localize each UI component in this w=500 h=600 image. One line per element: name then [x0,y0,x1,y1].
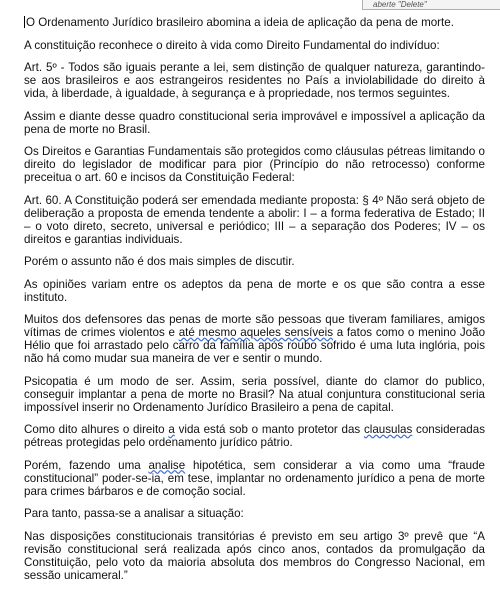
paragraph-2[interactable]: A constituição reconhece o direito à vida como Direito Fundamental do indivíduo: [24,38,440,52]
paragraph-4[interactable]: Assim e diante desse quadro constitucional seria improvável e impossível a aplicação da pena de morte no Brasil. [24,109,485,136]
paragraph-11[interactable]: Como dito alhures o direito a vida está sob o manto protetor das clausulas consideradas pétreas protegidas pelo ordenamento jurídico pátrio. [24,423,485,449]
spellcheck-flag[interactable]: clausulas [363,423,413,436]
paragraph-5[interactable]: Os Direitos e Garantias Fundamentais são protegidos como cláusulas pétreas limitando o direito do legislador de modificar para pior (Princípio do não retrocesso) conforme preceitua o art. 60 e incisos da Constituição Federal: [24,145,485,184]
spellcheck-flag[interactable]: analise [148,458,186,472]
paragraph-13[interactable]: Para tanto, passa-se a analisar a situação: [24,507,244,520]
paragraph-10[interactable]: Psicopatia é um modo de ser. Assim, seria possível, diante do clamor do publico, conseguir implantar a pena de morte no Brasil? Na atual conjuntura constitucional seria impossível inserir no Ordenamento Jurídico Brasileiro a pena de capital. [24,374,485,414]
paragraph-1[interactable]: O Ordenamento Jurídico brasileiro abomina a ideia de aplicação da pena de morte. [26,16,454,29]
paragraph-7[interactable]: Porém o assunto não é dos mais simples de discutir. [24,255,295,268]
paragraph-6[interactable]: Art. 60. A Constituição poderá ser emendada mediante proposta: § 4º Não será objeto de deliberação a proposta de emenda tendente a abolir: I – a forma federativa de Estado; II – o voto direto, secreto, universal e periódico; III – a separação dos Poderes; IV – os direitos e garantias individuais. [24,193,485,246]
tooltip: aberte "Delete" [362,0,500,10]
paragraph-14[interactable]: Nas disposições constitucionais transitórias é previsto em seu artigo 3º prevê que “A revisão constitucional será realizada após cinco anos, contados da promulgação da Constituição, pelo voto da maioria absoluta dos membros do Congresso Nacional, em sessão unicameral.” [24,529,485,582]
paragraph-3[interactable]: Art. 5º - Todos são iguais perante a lei, sem distinção de qualquer natureza, garantindo-se aos brasileiros e aos estrangeiros residentes no País a inviolabilidade do direito à vida, à liberdade, à igualdade, à segurança e à propriedade, nos termos seguintes. [24,61,485,100]
text-cursor [24,16,25,28]
paragraph-9[interactable]: Muitos dos defensores das penas de morte são pessoas que tiveram familiares, amigos vítimas de crimes violentos e até mesmo aqueles sensíveis a fatos como o menino João Hélio que foi arrastado pelo carro da família após roubo sofrido é uma luta inglória, pois não há como mudar sua maneira de ver e sentir o mundo. [24,313,486,365]
paragraph-12[interactable]: Porém, fazendo uma analise hipotética, sem considerar a via como uma “fraude constitucional” poder-se-ia, em tese, implantar no ordenamento jurídico a pena de morte para crimes bárbaros e de comoção social. [24,458,485,498]
spellcheck-flag[interactable]: a [168,423,175,436]
spellcheck-flag[interactable]: até mesmo aqueles sensíveis [178,326,333,339]
paragraph-8[interactable]: As opiniões variam entre os adeptos da pena de morte e os que são contra a esse instituto. [24,277,485,304]
document-body[interactable] [24,16,485,591]
